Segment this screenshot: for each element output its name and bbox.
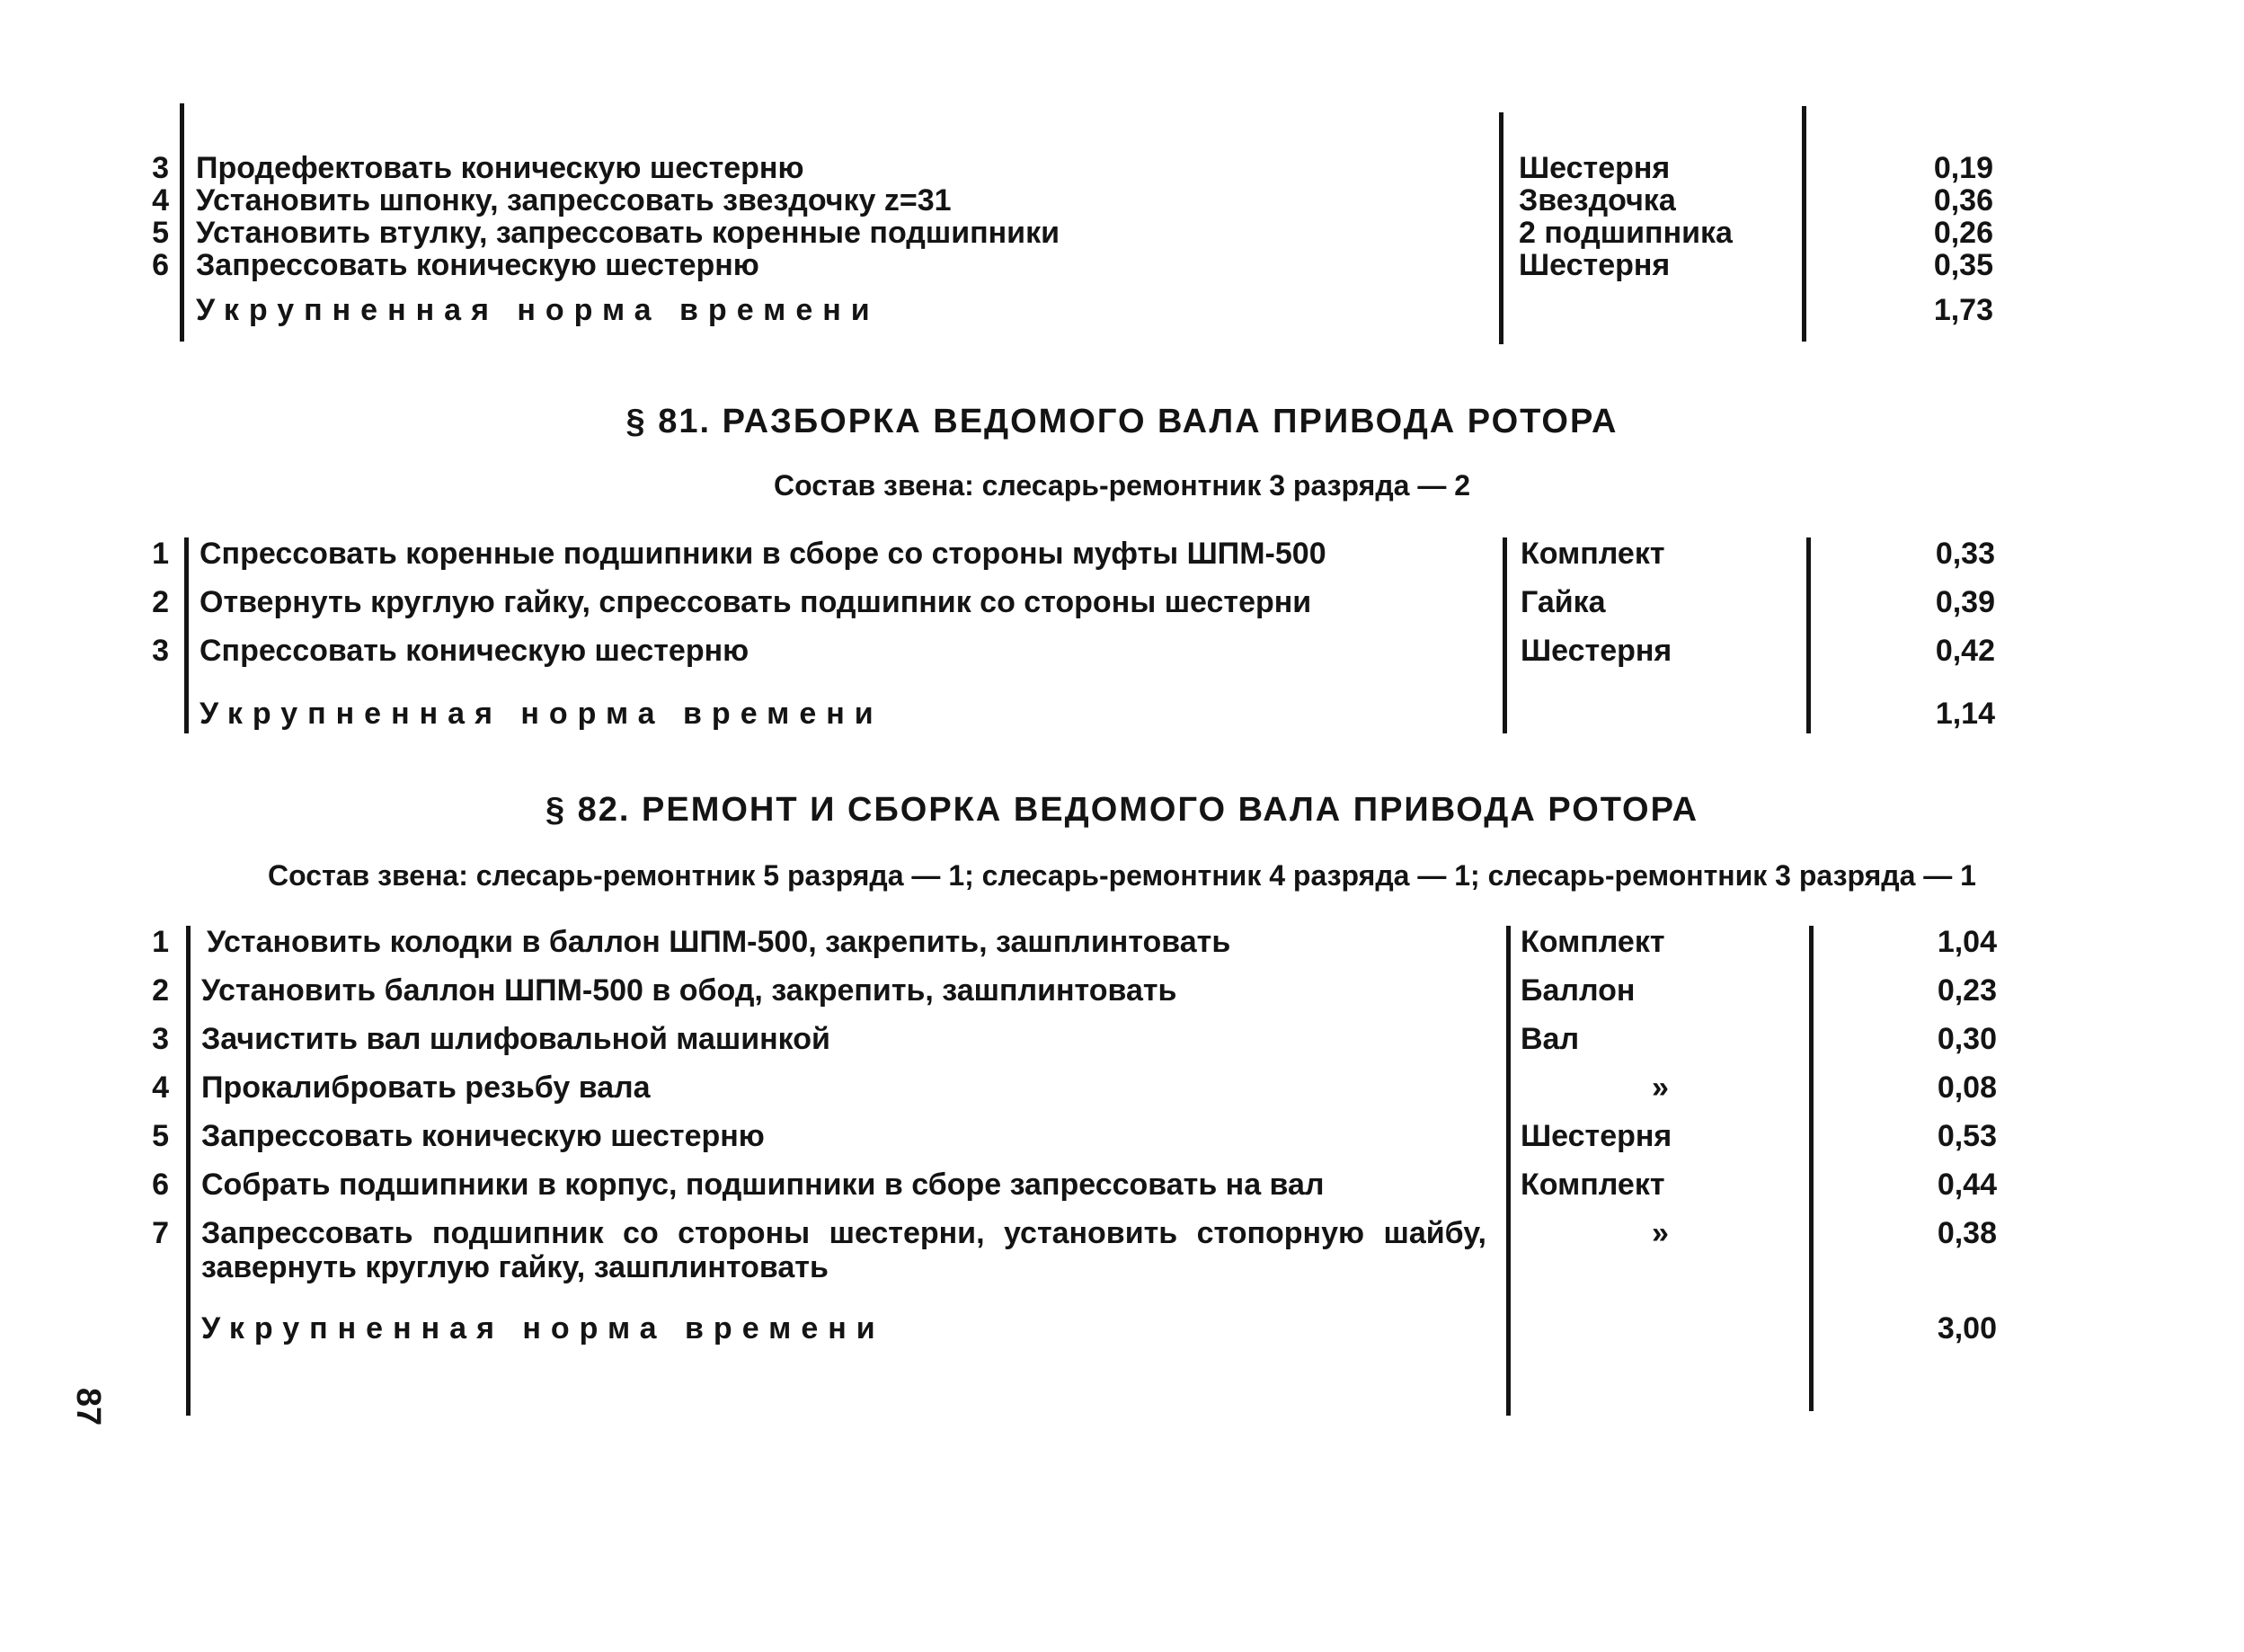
unit-of-measure: Шестерня xyxy=(1519,151,1671,185)
operation-description: Установить втулку, запрессовать коренные подшипники xyxy=(196,216,1060,250)
unit-of-measure: Комплект xyxy=(1521,1168,1665,1202)
unit-of-measure: Вал xyxy=(1521,1022,1580,1056)
time-norm: 0,30 xyxy=(1937,1022,1997,1056)
time-norm: 0,36 xyxy=(1933,183,1993,218)
total-value: 1,14 xyxy=(1935,697,1995,731)
operation-description: Установить баллон ШПМ-500 в обод, закрепить, зашплинтовать xyxy=(201,973,1177,1008)
operation-description: Отвернуть круглую гайку, спрессовать подшипник со стороны шестерни xyxy=(200,585,1312,619)
row-number: 3 xyxy=(152,1022,169,1056)
section-title: § 82. РЕМОНТ И СБОРКА ВЕДОМОГО ВАЛА ПРИВОДА РОТОРА xyxy=(545,791,1699,829)
unit-of-measure: Баллон xyxy=(1521,973,1636,1008)
unit-of-measure: Звездочка xyxy=(1519,183,1676,218)
unit-of-measure: Шестерня xyxy=(1521,634,1672,668)
page-number: 87 xyxy=(69,1387,107,1426)
operation-description: Спрессовать коническую шестерню xyxy=(200,634,749,668)
total-label: Укрупненная норма времени xyxy=(201,1311,885,1346)
operation-description: Запрессовать коническую шестерню xyxy=(201,1119,765,1153)
operation-description: Запрессовать коническую шестерню xyxy=(196,248,759,282)
row-number: 5 xyxy=(152,216,169,250)
time-norm: 0,33 xyxy=(1935,537,1995,571)
column-divider xyxy=(180,103,184,342)
column-divider xyxy=(184,537,189,733)
time-norm: 0,08 xyxy=(1937,1070,1997,1105)
row-number: 4 xyxy=(152,183,169,218)
operation-description: Прокалибровать резьбу вала xyxy=(201,1070,651,1105)
time-norm: 0,26 xyxy=(1933,216,1993,250)
column-divider xyxy=(1806,537,1811,733)
column-divider xyxy=(1499,112,1503,344)
unit-of-measure: Комплект xyxy=(1521,537,1665,571)
section-title: § 81. РАЗБОРКА ВЕДОМОГО ВАЛА ПРИВОДА РОТОРА xyxy=(625,403,1619,440)
time-norm: 1,04 xyxy=(1937,925,1997,959)
unit-of-measure: 2 подшипника xyxy=(1519,216,1733,250)
row-number: 2 xyxy=(152,585,169,619)
total-value: 3,00 xyxy=(1937,1311,1997,1346)
column-divider xyxy=(186,926,191,1416)
operation-description: Продефектовать коническую шестерню xyxy=(196,151,804,185)
operation-description: Установить колодки в баллон ШПМ-500, закрепить, зашплинтовать xyxy=(207,925,1231,959)
unit-of-measure: Шестерня xyxy=(1521,1119,1672,1153)
time-norm: 0,35 xyxy=(1933,248,1993,282)
row-number: 3 xyxy=(152,634,169,668)
time-norm: 0,39 xyxy=(1935,585,1995,619)
operation-description: Собрать подшипники в корпус, подшипники в сборе запрессовать на вал xyxy=(201,1168,1325,1202)
crew-composition: Состав звена: слесарь-ремонтник 5 разряда — 1; слесарь-ремонтник 4 разряда — 1; слесарь-ремонтник 3 разряда — 1 xyxy=(268,859,1976,892)
column-divider xyxy=(1802,106,1806,342)
unit-of-measure: Шестерня xyxy=(1519,248,1671,282)
column-divider xyxy=(1809,926,1814,1411)
unit-of-measure: Гайка xyxy=(1521,585,1606,619)
row-number: 3 xyxy=(152,151,169,185)
operation-description: Спрессовать коренные подшипники в сборе со стороны муфты ШПМ-500 xyxy=(200,537,1326,571)
unit-of-measure: Комплект xyxy=(1521,925,1665,959)
row-number: 7 xyxy=(152,1216,169,1250)
time-norm: 0,19 xyxy=(1933,151,1993,185)
row-number: 4 xyxy=(152,1070,169,1105)
column-divider xyxy=(1506,926,1511,1416)
time-norm: 0,44 xyxy=(1937,1168,1997,1202)
time-norm: 0,38 xyxy=(1937,1216,1997,1250)
operation-description: Установить шпонку, запрессовать звездочку z=31 xyxy=(196,183,952,218)
column-divider xyxy=(1503,537,1507,733)
time-norm: 0,23 xyxy=(1937,973,1997,1008)
row-number: 2 xyxy=(152,973,169,1008)
ditto-mark: » xyxy=(1652,1070,1669,1105)
row-number: 6 xyxy=(152,1168,169,1202)
operation-description: Запрессовать подшипник со стороны шестерни, установить стопорную шайбу, завернуть круглую гайку, зашплинтовать xyxy=(201,1216,1486,1284)
crew-composition: Состав звена: слесарь-ремонтник 3 разряда — 2 xyxy=(773,469,1471,502)
row-number: 6 xyxy=(152,248,169,282)
total-value: 1,73 xyxy=(1933,293,1993,327)
ditto-mark: » xyxy=(1652,1216,1669,1250)
row-number: 1 xyxy=(152,537,169,571)
time-norm: 0,42 xyxy=(1935,634,1995,668)
row-number: 5 xyxy=(152,1119,169,1153)
time-norm: 0,53 xyxy=(1937,1119,1997,1153)
total-label: Укрупненная норма времени xyxy=(196,293,880,327)
operation-description: Зачистить вал шлифовальной машинкой xyxy=(201,1022,830,1056)
total-label: Укрупненная норма времени xyxy=(200,697,883,731)
row-number: 1 xyxy=(152,925,169,959)
